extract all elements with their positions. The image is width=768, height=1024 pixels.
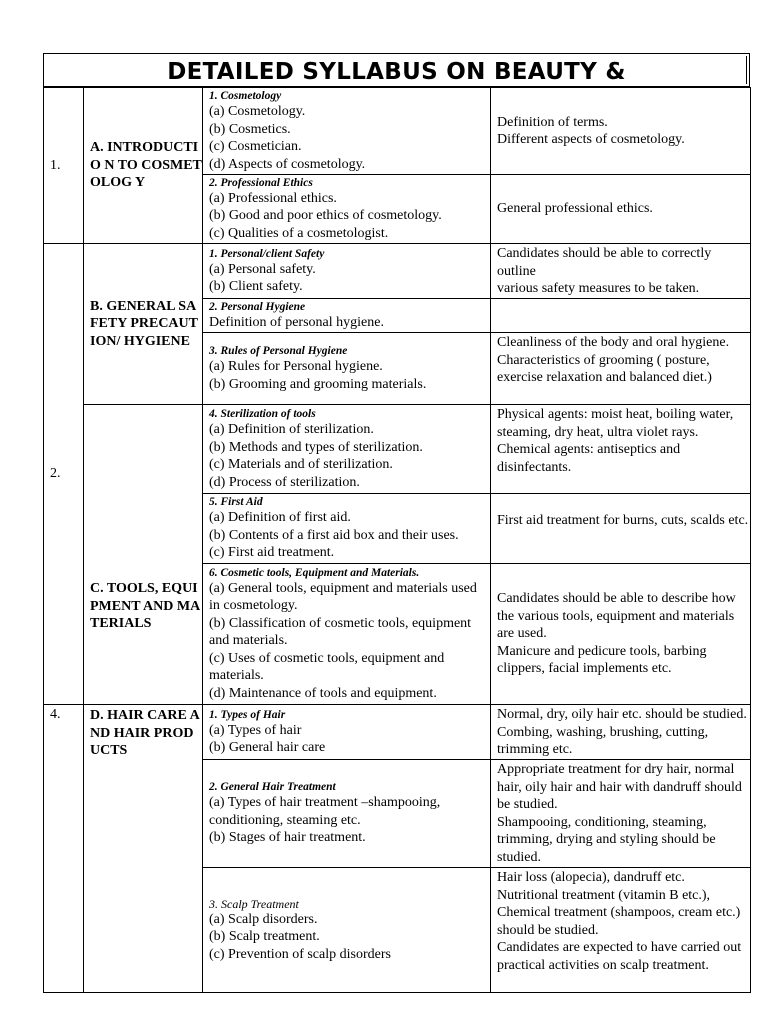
description-line: First aid treatment for burns, cuts, scalds etc. — [497, 513, 749, 528]
topic-line: (d) Process of sterilization. — [209, 474, 360, 490]
topic-cell — [203, 88, 491, 175]
topic-cell — [203, 494, 491, 564]
description-cell — [491, 705, 751, 760]
topic-line: (a) Cosmetology. — [209, 104, 306, 119]
topic-cell — [203, 705, 491, 760]
topic-cell — [203, 868, 491, 993]
page-title: DETAILED SYLLABUS ON BEAUTY & — [167, 59, 626, 85]
topic-line: (b) Contents of a first aid box and their uses. — [209, 527, 459, 543]
topic-line: (c) Uses of cosmetic tools, equipment and materials. — [209, 650, 445, 684]
topic-cell — [203, 564, 491, 705]
description-line: Chemical agents: antiseptics and disinfectants. — [497, 442, 681, 475]
section-label-text: C. TOOLS, EQUIPMENT AND MATERIALS — [90, 581, 201, 632]
topic-line: (a) Personal safety. — [209, 261, 316, 277]
topic-line: (c) Materials and of sterilization. — [209, 457, 393, 472]
topic-cell — [203, 299, 491, 333]
table-row — [44, 405, 751, 494]
topic-line: (a) Definition of first aid. — [209, 510, 351, 526]
topic-line: (c) Prevention of scalp disorders — [209, 946, 391, 962]
topic-cell — [203, 244, 491, 299]
description-cell — [491, 760, 751, 868]
description-cell — [491, 564, 751, 705]
topic-line: (b) Client safety. — [209, 279, 303, 294]
description-cell — [491, 405, 751, 494]
topic-line: (b) General hair care — [209, 740, 326, 755]
topic-line: (b) Stages of hair treatment. — [209, 830, 366, 846]
topic-caption: 1. Cosmetology — [209, 90, 282, 102]
topic-cell — [203, 405, 491, 494]
topic-line: (b) Classification of cosmetic tools, equipment and materials. — [209, 615, 472, 649]
topic-caption: 5. First Aid — [209, 496, 263, 509]
topic-line: (b) Good and poor ethics of cosmetology. — [209, 208, 442, 224]
topic-cell — [203, 333, 491, 405]
topic-caption: 2. Personal Hygiene — [209, 300, 306, 313]
topic-line: (a) Definition of sterilization. — [209, 422, 374, 437]
description-line: Physical agents: moist heat, boiling water, — [497, 407, 734, 422]
topic-caption: 3. Scalp Treatment — [209, 896, 299, 911]
description-line: General professional ethics. — [497, 201, 653, 217]
topic-cell — [203, 175, 491, 244]
topic-line: (b) Grooming and grooming materials. — [209, 376, 427, 392]
description-line: Normal, dry, oily hair etc. should be studied. Combing, washing, brushing, cutting, trimming etc. — [497, 707, 747, 757]
description-line: Candidates should be able to correctly outline — [497, 246, 712, 279]
topic-caption: 6. Cosmetic tools, Equipment and Materials. — [209, 566, 420, 579]
topic-line: (a) Types of hair — [209, 722, 302, 738]
section-label — [84, 405, 203, 705]
group-number: 1. — [44, 88, 84, 244]
description-cell — [491, 175, 751, 244]
description-line: Different aspects of cosmetology. — [497, 132, 685, 147]
description-line: various safety measures to be taken. — [497, 281, 700, 296]
topic-line: (d) Maintenance of tools and equipment. — [209, 685, 437, 701]
description-cell — [491, 299, 751, 333]
group-number: 4. — [44, 705, 84, 993]
topic-caption: 1. Types of Hair — [209, 708, 286, 721]
description-cell — [491, 333, 751, 405]
description-cell — [491, 244, 751, 299]
description-line: steaming, dry heat, ultra violet rays. — [497, 424, 699, 440]
topic-caption: 3. Rules of Personal Hygiene — [209, 345, 348, 357]
topic-line: (c) Cosmetician. — [209, 139, 302, 154]
topic-line: (a) General tools, equipment and materials used in cosmetology. — [209, 580, 477, 614]
table-row — [44, 705, 751, 760]
table-row — [44, 88, 751, 175]
topic-line: (b) Methods and types of sterilization. — [209, 439, 423, 455]
table-row — [44, 244, 751, 299]
description-line: Manicure and pedicure tools, barbing clippers, facial implements etc. — [497, 643, 707, 677]
topic-line: (c) Qualities of a cosmetologist. — [209, 225, 389, 241]
description-line: Chemical treatment (shampoos, cream etc.) should be studied. — [497, 905, 741, 938]
title-box — [43, 53, 750, 87]
topic-caption: 4. Sterilization of tools — [209, 408, 316, 420]
syllabus-table — [43, 87, 751, 993]
description-cell — [491, 868, 751, 993]
description-line: Shampooing, conditioning, steaming, trimming, drying and styling should be studied. — [497, 814, 716, 865]
description-line: Cleanliness of the body and oral hygiene. — [497, 335, 730, 350]
description-line: Hair loss (alopecia), dandruff etc. — [497, 870, 685, 885]
group-number: 2. — [44, 244, 84, 705]
topic-line: (b) Cosmetics. — [209, 121, 291, 137]
description-line: Candidates should be able to describe how the various tools, equipment and materials are used. — [497, 591, 736, 642]
topic-line: (a) Types of hair treatment –shampooing, conditioning, steaming etc. — [209, 795, 441, 828]
description-line: Appropriate treatment for dry hair, normal hair, oily hair and hair with dandruff should be studied. — [497, 762, 742, 812]
section-label: D. HAIR CARE AND HAIR PRODUCTS — [84, 705, 203, 993]
topic-line: (a) Scalp disorders. — [209, 911, 318, 927]
description-line: Characteristics of grooming ( posture, exercise relaxation and balanced diet.) — [497, 352, 712, 385]
section-label: A. INTRODUCTIO N TO COSMETOLOG Y — [84, 88, 203, 244]
topic-line: (c) First aid treatment. — [209, 545, 335, 561]
description-line: Definition of terms. — [497, 114, 608, 130]
topic-line: (b) Scalp treatment. — [209, 929, 320, 945]
topic-caption: 1. Personal/client Safety — [209, 247, 325, 260]
description-line: Candidates are expected to have carried out practical activities on scalp treatment. — [497, 940, 742, 973]
topic-line: (a) Rules for Personal hygiene. — [209, 359, 383, 374]
topic-caption: 2. General Hair Treatment — [209, 781, 336, 794]
description-cell — [491, 88, 751, 175]
topic-line: (a) Professional ethics. — [209, 190, 337, 206]
topic-caption: 2. Professional Ethics — [209, 176, 313, 189]
section-label: B. GENERAL SAFETY PRECAUTION/ HYGIENE — [84, 244, 203, 405]
description-line: Nutritional treatment (vitamin B etc.), — [497, 887, 711, 903]
topic-line: (d) Aspects of cosmetology. — [209, 156, 366, 172]
topic-cell — [203, 760, 491, 868]
syllabus-page — [43, 53, 750, 993]
topic-line: Definition of personal hygiene. — [209, 314, 384, 330]
description-cell — [491, 494, 751, 564]
